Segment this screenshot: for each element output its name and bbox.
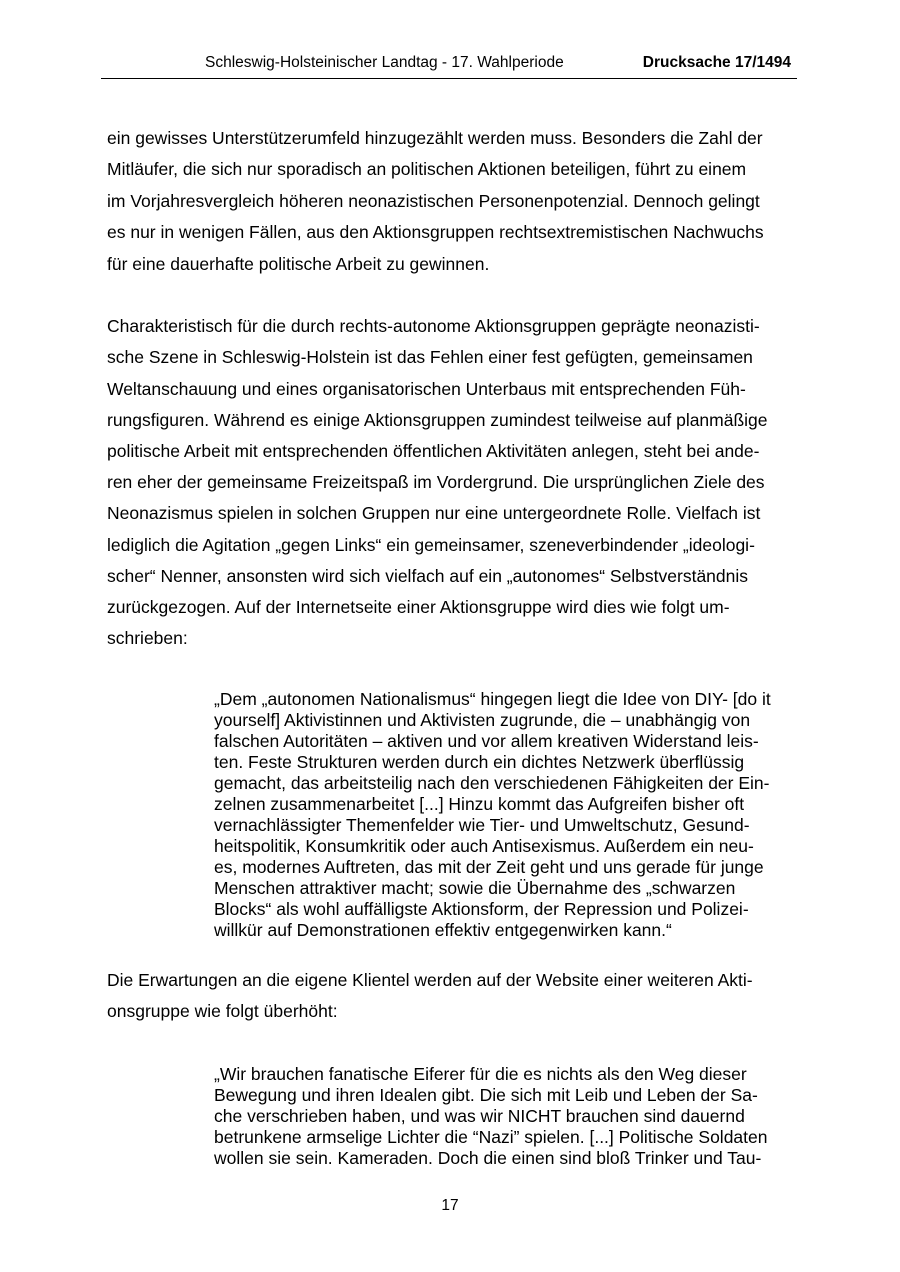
text-line: Die Erwartungen an die eigene Klientel werden auf der Website einer weiteren Akti-	[107, 970, 753, 990]
text-line: Neonazismus spielen in solchen Gruppen nur eine untergeordnete Rolle. Vielfach ist	[107, 503, 761, 523]
text-line: zurückgezogen. Auf der Internetseite einer Aktionsgruppe wird dies wie folgt um-	[107, 597, 730, 617]
page-header	[101, 50, 797, 79]
text-line: politische Arbeit mit entsprechenden öffentlichen Aktivitäten anlegen, steht bei ande-	[107, 441, 760, 461]
header-title: Schleswig-Holsteinischer Landtag - 17. Wahlperiode	[205, 54, 564, 71]
quote-line: falschen Autoritäten – aktiven und vor allem kreativen Widerstand leis-	[214, 731, 759, 751]
quote-line: gemacht, das arbeitsteilig nach den verschiedenen Fähigkeiten der Ein-	[214, 773, 770, 793]
quote-line: vernachlässigter Themenfelder wie Tier- und Umweltschutz, Gesund-	[214, 815, 750, 835]
quote-line: es, modernes Auftreten, das mit der Zeit geht und uns gerade für junge	[214, 857, 764, 877]
text-line: schrieben:	[107, 628, 188, 648]
text-line: scher“ Nenner, ansonsten wird sich vielfach auf ein „autonomes“ Selbstverständnis	[107, 566, 749, 586]
text-line: lediglich die Agitation „gegen Links“ ein gemeinsamer, szeneverbindender „ideologi-	[107, 535, 755, 555]
page-number: 17	[441, 1197, 459, 1214]
quote-line: Menschen attraktiver macht; sowie die Übernahme des „schwarzen	[214, 878, 736, 898]
quote-line: „Wir brauchen fanatische Eiferer für die es nichts als den Weg dieser	[214, 1064, 747, 1084]
text-line: es nur in wenigen Fällen, aus den Aktionsgruppen rechtsextremistischen Nachwuchs	[107, 222, 764, 242]
text-line: für eine dauerhafte politische Arbeit zu gewinnen.	[107, 254, 490, 274]
quote-line: ten. Feste Strukturen werden durch ein dichtes Netzwerk überflüssig	[214, 752, 745, 772]
text-line: sche Szene in Schleswig-Holstein ist das Fehlen einer fest gefügten, gemeinsamen	[107, 347, 753, 367]
text-line: ein gewisses Unterstützerumfeld hinzugezählt werden muss. Besonders die Zahl der	[107, 128, 763, 148]
quote-line: che verschrieben haben, und was wir NICHT brauchen sind dauernd	[214, 1106, 745, 1126]
text-line: Weltanschauung und eines organisatorischen Unterbaus mit entsprechenden Füh-	[107, 379, 746, 399]
quote-line: heitspolitik, Konsumkritik oder auch Antisexismus. Außerdem ein neu-	[214, 836, 754, 856]
quote-line: betrunkene armselige Lichter die “Nazi” spielen. [...] Politische Soldaten	[214, 1127, 768, 1147]
quote-line: „Dem „autonomen Nationalismus“ hingegen liegt die Idee von DIY- [do it	[214, 689, 771, 709]
document-number: Drucksache 17/1494	[642, 54, 791, 71]
quote-line: yourself] Aktivistinnen und Aktivisten zugrunde, die – unabhängig von	[214, 710, 751, 730]
text-line: im Vorjahresvergleich höheren neonazistischen Personenpotenzial. Dennoch gelingt	[107, 191, 760, 211]
quote-line: zelnen zusammenarbeitet [...] Hinzu kommt das Aufgreifen bisher oft	[214, 794, 745, 814]
text-line: ren eher der gemeinsame Freizeitspaß im Vordergrund. Die ursprünglichen Ziele des	[107, 472, 765, 492]
text-line: Charakteristisch für die durch rechts-autonome Aktionsgruppen geprägte neonazisti-	[107, 316, 760, 336]
quote-line: willkür auf Demonstrationen effektiv entgegenwirken kann.“	[214, 920, 672, 940]
quote-line: Bewegung und ihren Idealen gibt. Die sich mit Leib und Leben der Sa-	[214, 1085, 758, 1105]
quote-line: wollen sie sein. Kameraden. Doch die einen sind bloß Trinker und Tau-	[214, 1148, 762, 1168]
text-line: Mitläufer, die sich nur sporadisch an politischen Aktionen beteiligen, führt zu einem	[107, 159, 747, 179]
quote-line: Blocks“ als wohl auffälligste Aktionsform, der Repression und Polizei-	[214, 899, 749, 919]
text-line: onsgruppe wie folgt überhöht:	[107, 1001, 338, 1021]
text-line: rungsfiguren. Während es einige Aktionsgruppen zumindest teilweise auf planmäßige	[107, 410, 768, 430]
